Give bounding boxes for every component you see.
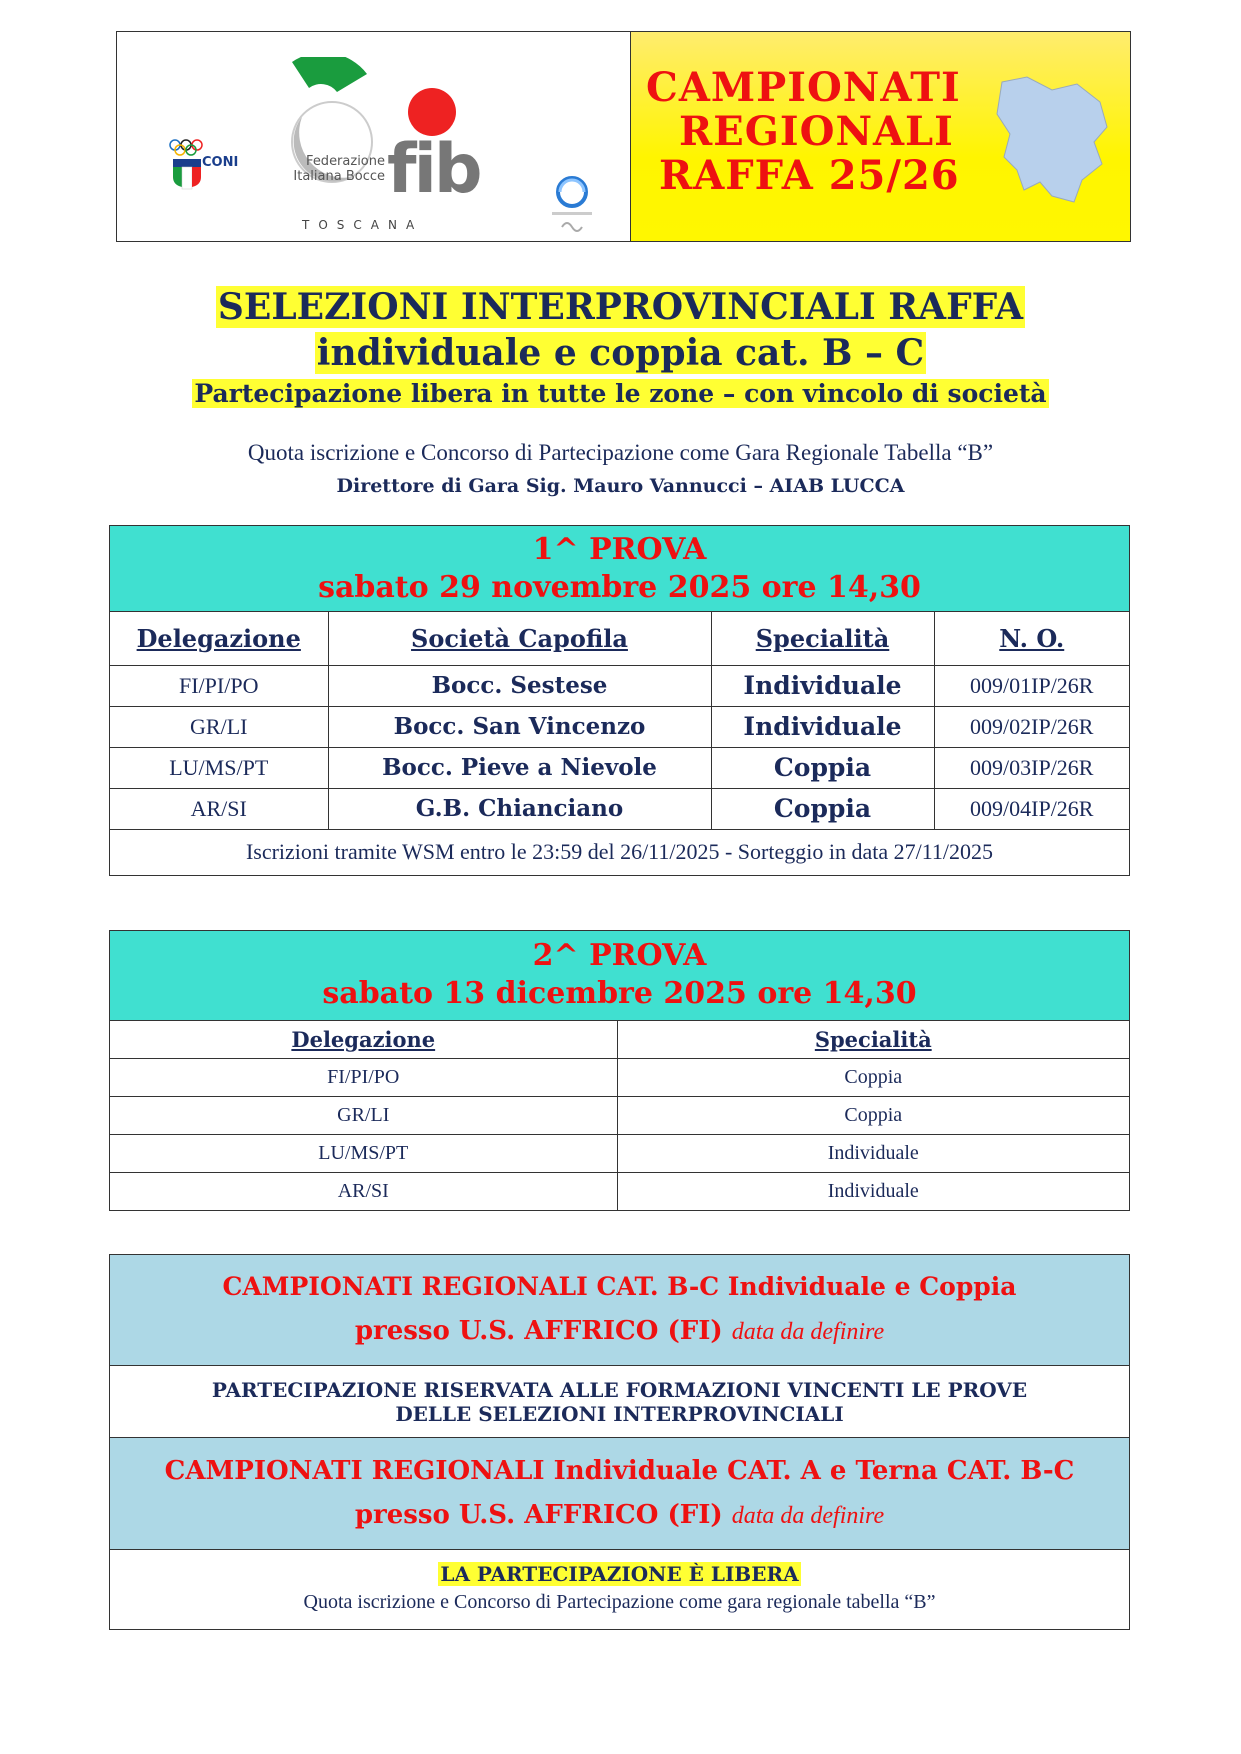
paralympic-logo-icon [547,172,597,242]
col-header-specialita: Specialità [617,1021,1129,1058]
cell-specialita: Coppia [711,788,934,829]
prova2-table [109,930,1130,1211]
logos-panel [117,32,631,241]
table-row [110,706,1129,747]
fib-region: TOSCANA [302,218,424,232]
col-header-societa: Società Capofila [328,612,711,665]
header-title-line1: CAMPIONATI [646,64,961,111]
header-title-line3: RAFFA 25/26 [659,152,960,199]
prova2-heading [110,931,1129,1021]
cell-specialita: Coppia [617,1096,1129,1134]
cell-no: 009/01IP/26R [934,665,1129,706]
cell-specialita: Individuale [617,1172,1129,1210]
table-row [110,1172,1129,1210]
finals-box [109,1254,1130,1630]
cell-societa: Bocc. San Vincenzo [328,706,711,747]
table-header-row [110,1021,1129,1058]
prova1-grid [110,612,1129,875]
cell-specialita: Individuale [711,665,934,706]
table-row [110,1058,1129,1096]
intro-subtitle: Partecipazione libera in tutte le zone – con vincolo di società [194,379,1047,408]
intro-fee-note: Quota iscrizione e Concorso di Partecipazione come Gara Regionale Tabella “B” [247,440,994,465]
header-title-line2: REGIONALI [679,108,954,155]
finals-block2-title: CAMPIONATI REGIONALI Individuale CAT. A e Terna CAT. B-C [164,1456,1075,1486]
finals-block2-date: data da definire [731,1503,885,1529]
cell-no: 009/04IP/26R [934,788,1129,829]
cell-societa: Bocc. Pieve a Nievole [328,747,711,788]
tuscany-map-icon [982,72,1122,212]
fib-federation-name: Federazione Italiana Bocce [293,154,385,184]
cell-no: 009/03IP/26R [934,747,1129,788]
prova2-title: 2^ PROVA [532,938,707,973]
cell-delegazione: AR/SI [110,788,328,829]
title-panel [631,32,1130,241]
finals-reserved-line1: PARTECIPAZIONE RISERVATA ALLE FORMAZIONI VINCENTI LE PROVE [211,1378,1028,1402]
cell-specialita: Individuale [617,1134,1129,1172]
finals-free-note: Quota iscrizione e Concorso di Partecipazione come gara regionale tabella “B” [303,1591,936,1613]
col-header-specialita: Specialità [711,612,934,665]
prova1-heading [110,526,1129,612]
cell-delegazione: GR/LI [110,706,328,747]
col-header-no: N. O. [934,612,1129,665]
finals-block1-venue-line [110,1309,1129,1354]
intro-title-line1: SELEZIONI INTERPROVINCIALI RAFFA [217,286,1024,328]
cell-delegazione: LU/MS/PT [110,1134,617,1172]
finals-block1-date: data da definire [731,1319,885,1345]
intro-title-line2: individuale e coppia cat. B – C [316,332,925,374]
cell-delegazione: FI/PI/PO [110,1058,617,1096]
prova1-title: 1^ PROVA [532,532,707,567]
cell-delegazione: GR/LI [110,1096,617,1134]
cell-specialita: Individuale [711,706,934,747]
finals-block1 [110,1255,1129,1366]
prova2-grid [110,1021,1129,1210]
col-header-delegazione: Delegazione [110,1021,617,1058]
table-footer-row [110,829,1129,875]
cell-delegazione: LU/MS/PT [110,747,328,788]
prova1-date: sabato 29 novembre 2025 ore 14,30 [318,570,921,605]
cell-delegazione: FI/PI/PO [110,665,328,706]
finals-block2-venue-line [110,1493,1129,1538]
header-banner [116,31,1131,242]
coni-logo-icon [167,137,207,217]
intro-director: Direttore di Gara Sig. Mauro Vannucci – AIAB LUCCA [336,475,905,497]
prova1-table [109,525,1130,876]
prova1-footer-note: Iscrizioni tramite WSM entro le 23:59 del 26/11/2025 - Sorteggio in data 27/11/2025 [110,829,1129,875]
table-header-row [110,612,1129,665]
prova2-date: sabato 13 dicembre 2025 ore 14,30 [322,976,917,1011]
table-row [110,1096,1129,1134]
finals-free [110,1550,1129,1629]
finals-free-title-wrap [110,1561,1129,1587]
finals-reserved [110,1366,1129,1438]
table-row [110,665,1129,706]
fib-wordmark: fib [387,130,480,209]
table-row [110,747,1129,788]
coni-label: CONI [202,155,239,170]
cell-societa: G.B. Chianciano [328,788,711,829]
finals-free-title: LA PARTECIPAZIONE È LIBERA [440,1562,799,1586]
cell-specialita: Coppia [617,1058,1129,1096]
finals-block1-title: CAMPIONATI REGIONALI CAT. B-C Individuale e Coppia [222,1272,1017,1301]
col-header-delegazione: Delegazione [110,612,328,665]
table-row [110,1134,1129,1172]
finals-block2 [110,1438,1129,1550]
finals-block2-venue: presso U.S. AFFRICO (FI) [354,1500,723,1530]
cell-societa: Bocc. Sestese [328,665,711,706]
cell-no: 009/02IP/26R [934,706,1129,747]
finals-block1-venue: presso U.S. AFFRICO (FI) [354,1316,723,1346]
cell-delegazione: AR/SI [110,1172,617,1210]
table-row [110,788,1129,829]
finals-reserved-line2: DELLE SELEZIONI INTERPROVINCIALI [395,1402,844,1426]
cell-specialita: Coppia [711,747,934,788]
